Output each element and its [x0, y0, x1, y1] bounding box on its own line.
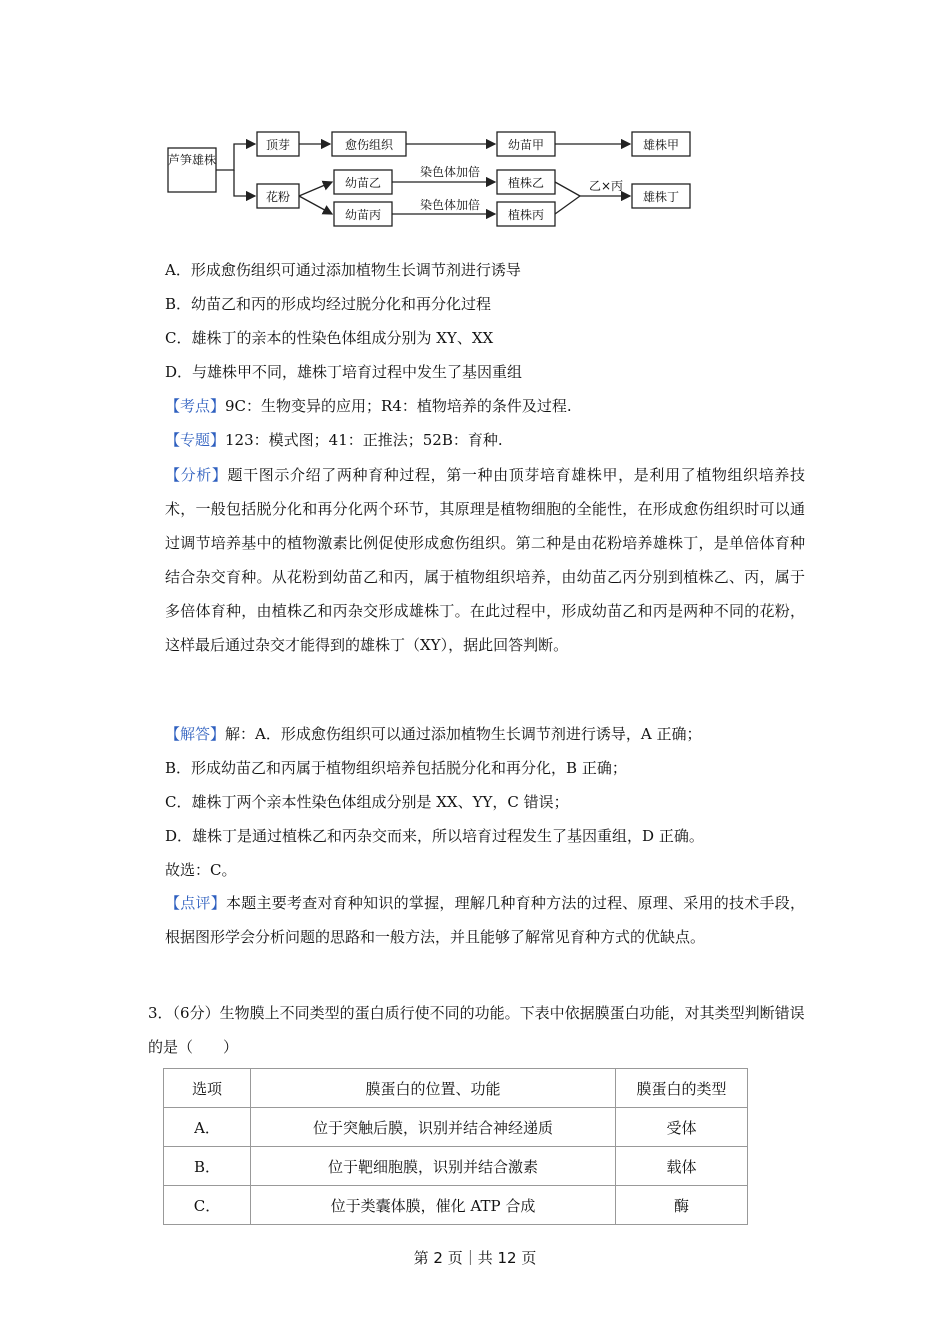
table-cell: 位于突触后膜，识别并结合神经递质 — [251, 1108, 616, 1147]
jieda-tag: 【解答】 — [165, 725, 226, 743]
fenxi — [165, 458, 805, 662]
jieda-line2: B．形成幼苗乙和丙属于植物组织培养包括脱分化和再分化，B 正确； — [165, 759, 627, 777]
jieda-line1 — [165, 724, 701, 744]
label-seedling-b: 幼苗乙 — [344, 176, 381, 190]
table-cell: C． — [164, 1186, 251, 1225]
jieda-line3: C．雄株丁两个亲本性染色体组成分别是 XX、YY，C 错误； — [165, 793, 569, 811]
table-row — [164, 1186, 748, 1225]
dianping-tag: 【点评】 — [165, 894, 226, 912]
label-seedling-a: 幼苗甲 — [507, 138, 544, 152]
option-b: B．幼苗乙和丙的形成均经过脱分化和再分化过程 — [165, 295, 492, 313]
label-seedling-c: 幼苗丙 — [344, 208, 381, 222]
dianping — [165, 886, 805, 954]
jieda-text: 解：A．形成愈伤组织可以通过添加植物生长调节剂进行诱导，A 正确； — [225, 725, 702, 743]
fenxi-tag: 【分析】 — [165, 466, 228, 484]
label-source: 芦笋雄株 — [168, 153, 217, 167]
page-footer: 第 2 页｜共 12 页 — [413, 1249, 537, 1267]
table-header: 膜蛋白的类型 — [616, 1069, 748, 1108]
question-3: 3．（6分）生物膜上不同类型的蛋白质行使不同的功能。下表中依据膜蛋白功能，对其类型判断错误的是（ ） — [148, 1004, 805, 1056]
table-row — [164, 1147, 748, 1186]
jieda-line5: 故选：C。 — [165, 861, 237, 879]
breeding-diagram — [160, 118, 720, 238]
option-a: A．形成愈伤组织可通过添加植物生长调节剂进行诱导 — [165, 261, 521, 279]
table-cell: 位于靶细胞膜，识别并结合激素 — [251, 1147, 616, 1186]
zhuanti-text: 123：模式图；41：正推法；52B：育种. — [225, 431, 503, 449]
kaodian-tag: 【考点】 — [165, 397, 226, 415]
label-male-a: 雄株甲 — [642, 138, 679, 152]
kaodian — [165, 396, 572, 416]
label-double-1: 染色体加倍 — [419, 165, 480, 179]
question-3-table — [163, 1068, 748, 1225]
table-header: 膜蛋白的位置、功能 — [251, 1069, 616, 1108]
label-callus: 愈伤组织 — [344, 138, 393, 152]
label-double-2: 染色体加倍 — [419, 198, 480, 212]
table-cell: A． — [164, 1108, 251, 1147]
option-c: C．雄株丁的亲本的性染色体组成分别为 XY、XX — [165, 329, 494, 347]
label-pollen: 花粉 — [265, 190, 290, 204]
label-plant-c: 植株丙 — [507, 208, 544, 222]
table-cell: 位于类囊体膜，催化 ATP 合成 — [251, 1186, 616, 1225]
fenxi-text: 题干图示介绍了两种育种过程，第一种由顶芽培育雄株甲，是利用了植物组织培养技术，一般包括脱分化和再分化两个环节，其原理是植物细胞的全能性，在形成愈伤组织时可以通过调节培养基中的植物激素比例促使形成愈伤组织。第二种是由花粉培养雄株丁，是单倍体育种结合杂交育种。从花粉到幼苗乙和丙，属于植物组织培养，由幼苗乙丙分别到植株乙、丙，属于多倍体育种，由植株乙和丙杂交形成雄株丁。在此过程中，形成幼苗乙和丙是两种不同的花粉，这样最后通过杂交才能得到的雄株丁（XY），据此回答判断。 — [165, 466, 805, 654]
label-plant-b: 植株乙 — [507, 176, 544, 190]
jieda-line4: D．雄株丁是通过植株乙和丙杂交而来，所以培育过程发生了基因重组，D 正确。 — [165, 827, 704, 845]
dianping-text: 本题主要考查对育种知识的掌握，理解几种育种方法的过程、原理、采用的技术手段，根据图形学会分析问题的思路和一般方法，并且能够了解常见育种方式的优缺点。 — [165, 894, 805, 946]
kaodian-text: 9C：生物变异的应用；R4：植物培养的条件及过程. — [225, 397, 572, 415]
label-cross: 乙×丙 — [588, 179, 624, 193]
option-d: D．与雄株甲不同，雄株丁培育过程中发生了基因重组 — [165, 363, 523, 381]
table-cell: 受体 — [616, 1108, 748, 1147]
zhuanti-tag: 【专题】 — [165, 431, 226, 449]
table-cell: B． — [164, 1147, 251, 1186]
zhuanti — [165, 430, 503, 450]
table-row — [164, 1108, 748, 1147]
label-bud: 顶芽 — [265, 138, 290, 152]
table-cell: 酶 — [616, 1186, 748, 1225]
table-cell: 载体 — [616, 1147, 748, 1186]
table-header: 选项 — [164, 1069, 251, 1108]
label-male-d: 雄株丁 — [642, 190, 679, 204]
table-header-row — [164, 1069, 748, 1108]
